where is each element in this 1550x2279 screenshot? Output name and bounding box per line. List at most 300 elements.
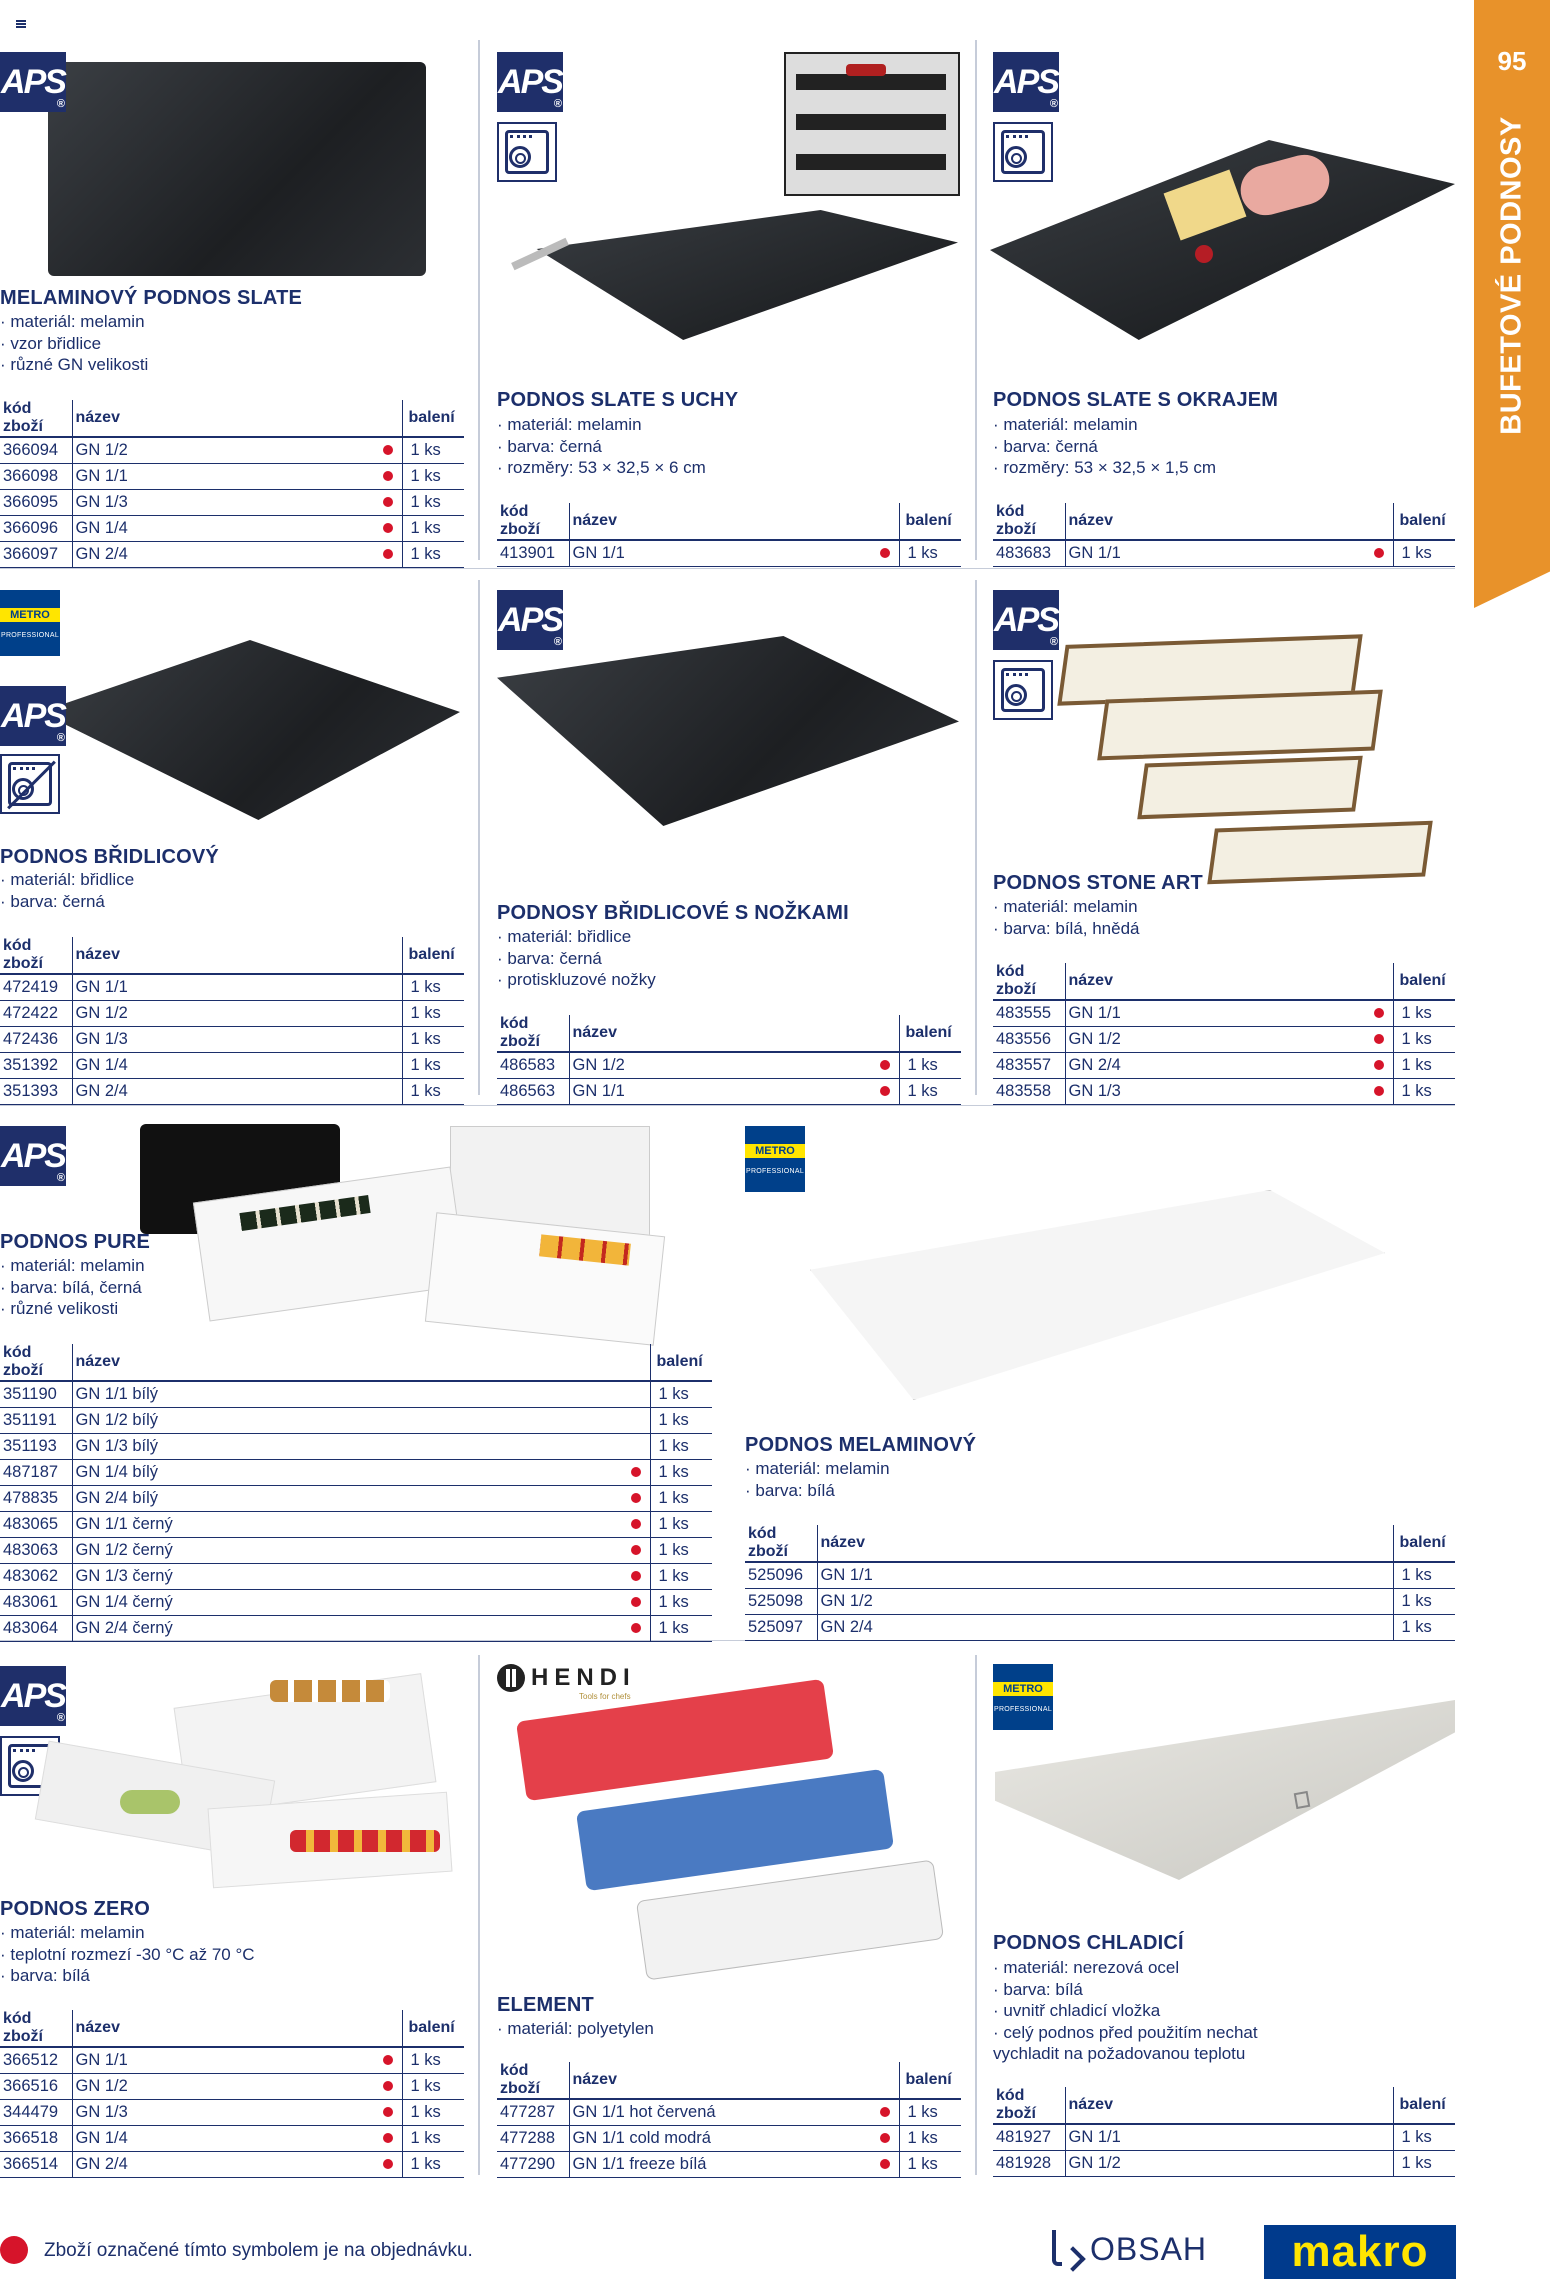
order-cell bbox=[376, 463, 400, 489]
product-inset-image bbox=[784, 52, 960, 196]
item-name: GN 1/1 bbox=[72, 974, 376, 1000]
table-row bbox=[497, 2099, 961, 2125]
col-order bbox=[1367, 2087, 1391, 2124]
col-code: kód zboží bbox=[993, 963, 1065, 1000]
item-pack: 1 ks bbox=[650, 1511, 712, 1537]
item-name: GN 1/1 freeze bílá bbox=[569, 2151, 873, 2177]
item-name: GN 1/4 černý bbox=[72, 1589, 624, 1615]
table-row bbox=[0, 1615, 712, 1641]
item-name: GN 1/2 bbox=[1065, 2150, 1367, 2176]
product-title: ELEMENT bbox=[497, 1994, 594, 2016]
col-name: název bbox=[72, 1344, 624, 1381]
table-row bbox=[0, 541, 464, 567]
order-dot-icon bbox=[1374, 1008, 1384, 1018]
aps-logo: APS ® bbox=[0, 1666, 66, 1726]
item-pack: 1 ks bbox=[402, 541, 464, 567]
item-pack: 1 ks bbox=[650, 1563, 712, 1589]
order-dot-icon bbox=[631, 1597, 641, 1607]
col-order bbox=[376, 400, 400, 437]
order-cell bbox=[376, 2099, 400, 2125]
item-pack: 1 ks bbox=[1393, 1588, 1455, 1614]
table-header bbox=[0, 2010, 464, 2047]
item-code: 477290 bbox=[497, 2151, 569, 2177]
order-dot-icon bbox=[631, 1519, 641, 1529]
item-pack: 1 ks bbox=[1393, 1078, 1455, 1104]
table-header bbox=[0, 1344, 712, 1381]
item-pack: 1 ks bbox=[1393, 1614, 1455, 1640]
item-pack: 1 ks bbox=[1393, 2150, 1455, 2176]
table-row bbox=[0, 1537, 712, 1563]
product-specs: · materiál: melamin · barva: bílá, černá · různé velikosti bbox=[0, 1255, 145, 1320]
item-code: 413901 bbox=[497, 540, 569, 566]
col-pack: balení bbox=[899, 1015, 961, 1052]
item-pack: 1 ks bbox=[402, 2047, 464, 2073]
order-cell bbox=[1367, 2150, 1391, 2176]
col-name: název bbox=[72, 937, 376, 974]
order-dot-icon bbox=[880, 2133, 890, 2143]
product-title: PODNOS CHLADICÍ bbox=[993, 1932, 1184, 1954]
hendi-logo-mark bbox=[497, 1664, 525, 1692]
order-cell bbox=[624, 1537, 648, 1563]
col-pack: balení bbox=[402, 2010, 464, 2047]
table-row bbox=[0, 1000, 464, 1026]
item-name: GN 1/4 bbox=[72, 1052, 376, 1078]
item-name: GN 1/1 bílý bbox=[72, 1381, 624, 1407]
table-row bbox=[993, 1000, 1455, 1026]
col-code: kód zboží bbox=[0, 2010, 72, 2047]
hendi-logo: HENDI Tools for chefs bbox=[497, 1664, 636, 1692]
product-table bbox=[0, 937, 464, 1105]
item-pack: 1 ks bbox=[899, 540, 961, 566]
item-pack: 1 ks bbox=[402, 515, 464, 541]
col-pack: balení bbox=[1393, 1525, 1455, 1562]
item-name: GN 1/4 bbox=[72, 515, 376, 541]
order-dot-icon bbox=[880, 1086, 890, 1096]
col-code: kód zboží bbox=[0, 400, 72, 437]
col-order bbox=[376, 2010, 400, 2047]
col-code: kód zboží bbox=[0, 1344, 72, 1381]
column-separator bbox=[478, 580, 480, 1095]
item-code: 483062 bbox=[0, 1563, 72, 1589]
product-specs: · materiál: melamin · barva: bílá bbox=[745, 1458, 890, 1501]
table-row bbox=[745, 1588, 1455, 1614]
item-name: GN 1/2 bbox=[1065, 1026, 1367, 1052]
item-pack: 1 ks bbox=[650, 1537, 712, 1563]
product-specs: · materiál: polyetylen bbox=[497, 2018, 654, 2040]
table-row bbox=[0, 1407, 712, 1433]
item-code: 366518 bbox=[0, 2125, 72, 2151]
product-specs: · materiál: břidlice · barva: černá bbox=[0, 869, 134, 912]
item-name: GN 2/4 bbox=[72, 541, 376, 567]
table-row bbox=[993, 2124, 1455, 2150]
item-name: GN 1/1 černý bbox=[72, 1511, 624, 1537]
item-pack: 1 ks bbox=[402, 1052, 464, 1078]
product-title: PODNOS SLATE S OKRAJEM bbox=[993, 389, 1279, 411]
col-order bbox=[1367, 1525, 1391, 1562]
footnote: Zboží označené tímto symbolem je na objednávku. bbox=[44, 2240, 473, 2261]
product-table bbox=[993, 963, 1455, 1105]
item-pack: 1 ks bbox=[1393, 1026, 1455, 1052]
item-name: GN 1/1 bbox=[817, 1562, 1367, 1588]
order-cell bbox=[376, 1000, 400, 1026]
product-table bbox=[497, 2062, 961, 2178]
order-cell bbox=[376, 2073, 400, 2099]
item-name: GN 1/3 bbox=[72, 1026, 376, 1052]
col-pack: balení bbox=[899, 2062, 961, 2099]
product-image-pure bbox=[140, 1124, 710, 1354]
product-image-stone bbox=[1060, 640, 1455, 900]
item-code: 351193 bbox=[0, 1433, 72, 1459]
aps-logo: APS ® bbox=[993, 52, 1059, 112]
row-separator bbox=[0, 568, 1455, 569]
table-row bbox=[0, 437, 464, 463]
menu-icon[interactable] bbox=[16, 20, 26, 28]
item-pack: 1 ks bbox=[650, 1407, 712, 1433]
order-dot-icon bbox=[383, 523, 393, 533]
item-code: 366096 bbox=[0, 515, 72, 541]
table-header bbox=[497, 503, 961, 540]
order-cell bbox=[376, 1052, 400, 1078]
order-dot-icon bbox=[383, 497, 393, 507]
product-image-zero bbox=[30, 1680, 470, 1890]
product-table bbox=[0, 400, 464, 568]
product-title: PODNOS BŘIDLICOVÝ bbox=[0, 846, 219, 868]
order-dot-icon bbox=[880, 1060, 890, 1070]
product-table bbox=[993, 2087, 1455, 2177]
col-code: kód zboží bbox=[497, 2062, 569, 2099]
item-pack: 1 ks bbox=[402, 489, 464, 515]
col-pack: balení bbox=[899, 503, 961, 540]
order-cell bbox=[1367, 1026, 1391, 1052]
item-pack: 1 ks bbox=[402, 1000, 464, 1026]
product-image-bridlicovy bbox=[40, 640, 460, 820]
product-table bbox=[0, 1344, 712, 1642]
order-cell bbox=[376, 541, 400, 567]
col-name: název bbox=[1065, 2087, 1367, 2124]
col-name: název bbox=[72, 2010, 376, 2047]
aps-logo: APS ® bbox=[0, 1126, 66, 1186]
item-code: 351190 bbox=[0, 1381, 72, 1407]
item-name: GN 1/1 bbox=[72, 463, 376, 489]
column-separator bbox=[975, 1655, 977, 2175]
col-code: kód zboží bbox=[0, 937, 72, 974]
item-name: GN 2/4 bílý bbox=[72, 1485, 624, 1511]
item-name: GN 1/4 bbox=[72, 2125, 376, 2151]
table-header bbox=[0, 937, 464, 974]
product-specs: · materiál: břidlice · barva: černá · protiskluzové nožky bbox=[497, 926, 656, 991]
product-title: MELAMINOVÝ PODNOS SLATE bbox=[0, 287, 303, 309]
order-dot-icon bbox=[631, 1571, 641, 1581]
item-name: GN 2/4 černý bbox=[72, 1615, 624, 1641]
order-cell bbox=[1367, 540, 1391, 566]
item-code: 483063 bbox=[0, 1537, 72, 1563]
item-pack: 1 ks bbox=[1393, 1000, 1455, 1026]
toc-label: OBSAH bbox=[1090, 2230, 1208, 2267]
col-name: název bbox=[569, 503, 873, 540]
table-row bbox=[497, 540, 961, 566]
col-order bbox=[1367, 963, 1391, 1000]
item-code: 483683 bbox=[993, 540, 1065, 566]
page-number: 95 bbox=[1497, 46, 1527, 76]
col-code: kód zboží bbox=[745, 1525, 817, 1562]
item-code: 477288 bbox=[497, 2125, 569, 2151]
item-name: GN 2/4 bbox=[72, 2151, 376, 2177]
item-code: 472419 bbox=[0, 974, 72, 1000]
makro-logo: makro bbox=[1264, 2225, 1456, 2279]
col-order bbox=[873, 503, 897, 540]
item-code: 366095 bbox=[0, 489, 72, 515]
table-row bbox=[0, 515, 464, 541]
order-cell bbox=[624, 1459, 648, 1485]
table-row bbox=[497, 2151, 961, 2177]
item-code: 366094 bbox=[0, 437, 72, 463]
table-header bbox=[497, 1015, 961, 1052]
item-code: 483061 bbox=[0, 1589, 72, 1615]
col-name: název bbox=[72, 400, 376, 437]
table-row bbox=[497, 1078, 961, 1104]
item-name: GN 1/2 bbox=[569, 1052, 873, 1078]
order-dot-icon bbox=[880, 2159, 890, 2169]
item-name: GN 1/4 bílý bbox=[72, 1459, 624, 1485]
order-dot-icon bbox=[383, 2133, 393, 2143]
product-specs: · materiál: melamin · barva: bílá, hnědá bbox=[993, 896, 1140, 939]
item-pack: 1 ks bbox=[1393, 1052, 1455, 1078]
item-code: 483555 bbox=[993, 1000, 1065, 1026]
row-separator bbox=[0, 1105, 1455, 1106]
item-code: 481928 bbox=[993, 2150, 1065, 2176]
order-cell bbox=[376, 2047, 400, 2073]
order-cell bbox=[873, 1052, 897, 1078]
col-pack: balení bbox=[1393, 503, 1455, 540]
aps-logo: APS ® bbox=[497, 52, 563, 112]
product-image-element bbox=[520, 1690, 960, 1990]
order-cell bbox=[873, 2099, 897, 2125]
order-cell bbox=[624, 1615, 648, 1641]
item-pack: 1 ks bbox=[650, 1459, 712, 1485]
order-dot-icon bbox=[383, 2107, 393, 2117]
item-code: 483556 bbox=[993, 1026, 1065, 1052]
order-cell bbox=[376, 1026, 400, 1052]
product-image-slate bbox=[48, 62, 426, 276]
item-code: 487187 bbox=[0, 1459, 72, 1485]
order-cell bbox=[1367, 2124, 1391, 2150]
item-name: GN 1/1 bbox=[569, 1078, 873, 1104]
item-pack: 1 ks bbox=[402, 463, 464, 489]
product-specs: · materiál: nerezová ocel · barva: bílá · uvnitř chladicí vložka · celý podnos před použitím nechat vychladit na požadovanou teplotu bbox=[993, 1957, 1283, 2065]
item-pack: 1 ks bbox=[402, 1078, 464, 1104]
item-pack: 1 ks bbox=[402, 2125, 464, 2151]
table-row bbox=[745, 1614, 1455, 1640]
item-pack: 1 ks bbox=[650, 1485, 712, 1511]
item-pack: 1 ks bbox=[402, 2151, 464, 2177]
item-pack: 1 ks bbox=[899, 2151, 961, 2177]
table-header bbox=[497, 2062, 961, 2099]
section-title: BUFETOVÉ PODNOSY bbox=[1495, 115, 1528, 435]
product-specs: · materiál: melamin · barva: černá · rozměry: 53 × 32,5 × 1,5 cm bbox=[993, 414, 1216, 479]
order-cell bbox=[1367, 1614, 1391, 1640]
table-row bbox=[0, 1563, 712, 1589]
item-pack: 1 ks bbox=[402, 437, 464, 463]
col-pack: balení bbox=[402, 400, 464, 437]
table-header bbox=[745, 1525, 1455, 1562]
item-code: 366097 bbox=[0, 541, 72, 567]
order-cell bbox=[873, 2151, 897, 2177]
col-order bbox=[873, 1015, 897, 1052]
item-name: GN 2/4 bbox=[1065, 1052, 1367, 1078]
table-row bbox=[0, 1433, 712, 1459]
item-pack: 1 ks bbox=[650, 1589, 712, 1615]
item-pack: 1 ks bbox=[899, 2125, 961, 2151]
order-dot-icon bbox=[880, 2107, 890, 2117]
aps-logo: APS ® bbox=[0, 686, 66, 746]
order-cell bbox=[376, 1078, 400, 1104]
item-pack: 1 ks bbox=[1393, 2124, 1455, 2150]
item-name: GN 2/4 bbox=[72, 1078, 376, 1104]
col-code: kód zboží bbox=[993, 503, 1065, 540]
order-dot-icon bbox=[1374, 1060, 1384, 1070]
order-dot-icon bbox=[1374, 548, 1384, 558]
dishwasher-icon bbox=[993, 660, 1053, 720]
table-row bbox=[0, 2073, 464, 2099]
product-image-melaminovy bbox=[810, 1190, 1385, 1400]
order-cell bbox=[624, 1563, 648, 1589]
product-title: PODNOS ZERO bbox=[0, 1898, 150, 1920]
table-row bbox=[0, 1589, 712, 1615]
table-header bbox=[993, 2087, 1455, 2124]
col-name: název bbox=[569, 2062, 873, 2099]
product-specs: · materiál: melamin · teplotní rozmezí -30 °C až 70 °C · barva: bílá bbox=[0, 1922, 255, 1987]
table-row bbox=[0, 1381, 712, 1407]
order-dot-icon bbox=[1374, 1086, 1384, 1096]
toc-link[interactable] bbox=[1048, 2230, 1207, 2268]
item-code: 366516 bbox=[0, 2073, 72, 2099]
item-code: 481927 bbox=[993, 2124, 1065, 2150]
item-name: GN 1/2 bílý bbox=[72, 1407, 624, 1433]
item-name: GN 1/1 bbox=[72, 2047, 376, 2073]
item-pack: 1 ks bbox=[1393, 1562, 1455, 1588]
product-title: PODNOSY BŘIDLICOVÉ S NOŽKAMI bbox=[497, 902, 849, 924]
table-row bbox=[497, 1052, 961, 1078]
item-pack: 1 ks bbox=[650, 1433, 712, 1459]
item-name: GN 1/3 černý bbox=[72, 1563, 624, 1589]
item-code: 366514 bbox=[0, 2151, 72, 2177]
col-name: název bbox=[1065, 503, 1367, 540]
item-name: GN 1/1 bbox=[1065, 540, 1367, 566]
col-pack: balení bbox=[1393, 2087, 1455, 2124]
item-code: 351392 bbox=[0, 1052, 72, 1078]
order-dot-icon bbox=[631, 1545, 641, 1555]
item-name: GN 1/2 bbox=[72, 437, 376, 463]
table-header bbox=[993, 503, 1455, 540]
item-code: 478835 bbox=[0, 1485, 72, 1511]
item-pack: 1 ks bbox=[899, 1052, 961, 1078]
item-name: GN 2/4 bbox=[817, 1614, 1367, 1640]
table-row bbox=[993, 2150, 1455, 2176]
aps-logo: APS ® bbox=[0, 52, 66, 112]
table-row bbox=[0, 1511, 712, 1537]
item-name: GN 1/1 bbox=[1065, 2124, 1367, 2150]
product-specs: · materiál: melamin · barva: černá · rozměry: 53 × 32,5 × 6 cm bbox=[497, 414, 706, 479]
table-row bbox=[745, 1562, 1455, 1588]
order-cell bbox=[624, 1381, 648, 1407]
table-row bbox=[993, 540, 1455, 566]
dishwasher-icon bbox=[497, 122, 557, 182]
table-row bbox=[0, 974, 464, 1000]
item-name: GN 1/2 bbox=[817, 1588, 1367, 1614]
item-name: GN 1/3 bbox=[72, 2099, 376, 2125]
item-code: 486583 bbox=[497, 1052, 569, 1078]
product-title: PODNOS SLATE S UCHY bbox=[497, 389, 739, 411]
order-dot-icon bbox=[383, 471, 393, 481]
order-cell bbox=[624, 1511, 648, 1537]
product-table bbox=[497, 503, 961, 567]
order-cell bbox=[624, 1407, 648, 1433]
item-code: 366512 bbox=[0, 2047, 72, 2073]
metro-professional-logo: METRO PROFESSIONAL bbox=[993, 1664, 1053, 1730]
metro-professional-logo: METRO PROFESSIONAL bbox=[745, 1126, 805, 1192]
item-pack: 1 ks bbox=[402, 1026, 464, 1052]
product-image-chladici bbox=[995, 1700, 1455, 1910]
table-row bbox=[0, 2099, 464, 2125]
col-name: název bbox=[569, 1015, 873, 1052]
product-image-uchy bbox=[500, 210, 958, 360]
item-code: 351191 bbox=[0, 1407, 72, 1433]
item-name: GN 1/2 bbox=[72, 1000, 376, 1026]
table-row bbox=[0, 1459, 712, 1485]
item-name: GN 1/2 černý bbox=[72, 1537, 624, 1563]
order-cell bbox=[624, 1485, 648, 1511]
item-pack: 1 ks bbox=[402, 974, 464, 1000]
table-row bbox=[0, 2125, 464, 2151]
order-cell bbox=[1367, 1588, 1391, 1614]
table-row bbox=[0, 2047, 464, 2073]
table-row bbox=[993, 1026, 1455, 1052]
order-dot-icon bbox=[383, 2081, 393, 2091]
product-image-nozky bbox=[497, 636, 959, 826]
product-title: PODNOS MELAMINOVÝ bbox=[745, 1434, 977, 1456]
order-cell bbox=[873, 540, 897, 566]
order-cell bbox=[1367, 1078, 1391, 1104]
table-row bbox=[0, 1078, 464, 1104]
table-row bbox=[0, 2151, 464, 2177]
table-row bbox=[993, 1052, 1455, 1078]
column-separator bbox=[975, 40, 977, 560]
item-pack: 1 ks bbox=[650, 1615, 712, 1641]
order-dot-icon bbox=[631, 1467, 641, 1477]
table-row bbox=[0, 463, 464, 489]
col-pack: balení bbox=[402, 937, 464, 974]
order-cell bbox=[1367, 1052, 1391, 1078]
col-order bbox=[376, 937, 400, 974]
col-code: kód zboží bbox=[497, 503, 569, 540]
item-code: 472436 bbox=[0, 1026, 72, 1052]
item-name: GN 1/1 bbox=[1065, 1000, 1367, 1026]
item-code: 344479 bbox=[0, 2099, 72, 2125]
order-cell bbox=[1367, 1562, 1391, 1588]
product-table bbox=[745, 1525, 1455, 1641]
item-pack: 1 ks bbox=[402, 2099, 464, 2125]
item-code: 472422 bbox=[0, 1000, 72, 1026]
item-name: GN 1/3 bbox=[72, 489, 376, 515]
item-name: GN 1/3 bbox=[1065, 1078, 1367, 1104]
order-dot-icon bbox=[1374, 1034, 1384, 1044]
aps-logo: APS ® bbox=[497, 590, 563, 650]
return-arrow-icon bbox=[1048, 2230, 1082, 2268]
order-cell bbox=[624, 1433, 648, 1459]
order-dot-icon bbox=[383, 445, 393, 455]
product-table bbox=[993, 503, 1455, 567]
product-table bbox=[0, 2010, 464, 2178]
